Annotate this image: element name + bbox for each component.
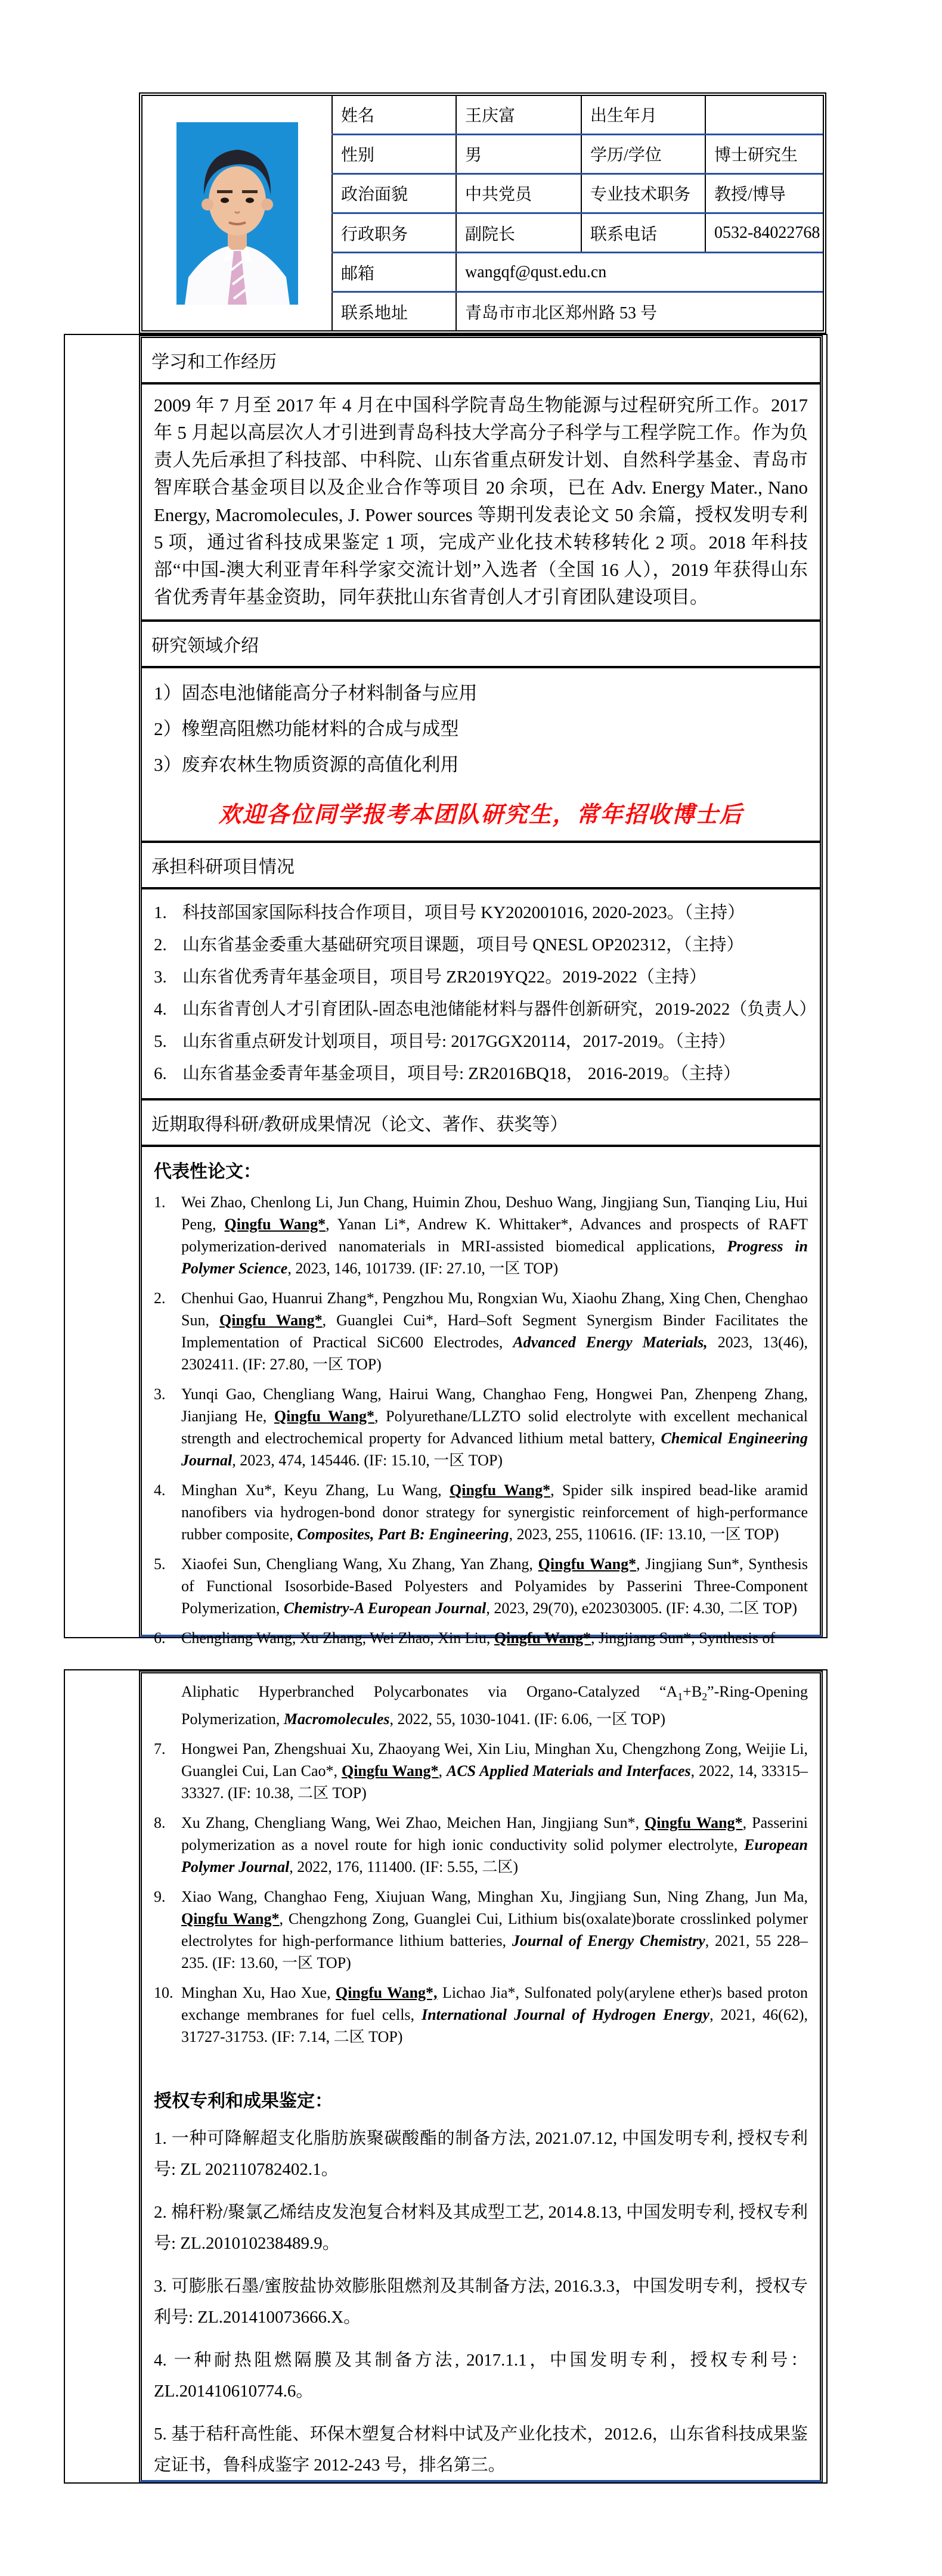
patent-item: 4. 一种耐热阻燃隔膜及其制备方法, 2017.1.1，中国发明专利，授权专利号：ZL.201410610774.6。 bbox=[154, 2351, 808, 2401]
text-segment: Yunqi Gao, Chengliang Wang, Hairui Wang, Changhao Feng, Hongwei Pan, Zhenpeng Zhang, Jianjiang He, bbox=[181, 1385, 808, 1425]
text-segment: 1 bbox=[677, 1691, 683, 1703]
research-area-item: 2）橡塑高阻燃功能材料的合成与成型 bbox=[154, 718, 459, 739]
text-segment: Progress in Polymer Science bbox=[181, 1238, 808, 1277]
patent-item: 3. 可膨胀石墨/蜜胺盐协效膨胀阻燃剂及其制备方法, 2016.3.3，中国发明专利，授权专利号: ZL.201410073666.X。 bbox=[154, 2277, 808, 2327]
item-number: 7. bbox=[154, 1740, 166, 1758]
item-number: 3. bbox=[154, 1385, 166, 1403]
item-number: 1. bbox=[154, 1194, 166, 1211]
text-segment: , 2021, 46(62), 31727-31753. (IF: 7.14, 二区 TOP) bbox=[181, 2006, 808, 2046]
gender-label: 性别 bbox=[332, 134, 456, 173]
text-segment: Minghan Xu, Hao Xue, bbox=[181, 1984, 336, 2002]
item-number: 4. bbox=[154, 1000, 167, 1019]
achievements-page2 bbox=[142, 1673, 820, 2501]
patent-list bbox=[154, 2123, 808, 2481]
profile-row-name bbox=[142, 96, 823, 134]
section-label-projects: 承担科研项目情况 bbox=[142, 841, 820, 889]
item-number: 5. bbox=[154, 1555, 166, 1573]
address-value: 青岛市市北区郑州路 53 号 bbox=[456, 292, 823, 330]
text-segment: Minghan Xu*, Keyu Zhang, Lu Wang, bbox=[181, 1481, 450, 1499]
text-segment: , 2023, 255, 110616. (IF: 13.10, 一区 TOP) bbox=[509, 1526, 779, 1543]
title-value: 教授/博导 bbox=[705, 173, 823, 213]
page-1-content-box bbox=[139, 335, 823, 1647]
text-segment: Qingfu Wang* bbox=[644, 1814, 743, 1832]
item-text: 山东省基金委青年基金项目，项目号: ZR2016BQ18， 2016-2019。（主持） bbox=[182, 1064, 741, 1083]
project-list bbox=[154, 897, 817, 1090]
name-label: 姓名 bbox=[332, 96, 456, 134]
text-segment: , 2022, 14, 33315–33327. (IF: 10.38, 二区 TOP) bbox=[181, 1762, 808, 1802]
text-segment: Lichao Jia*, Sulfonated poly(arylene ether)s based proton exchange membranes for fuel cells, bbox=[181, 1984, 808, 2024]
text-segment: , Chengzhong Zong, Guanglei Cui, Lithium bis(oxalate)borate crosslinked polymer electrolytes for high-performance lithium batteries, bbox=[181, 1910, 808, 1950]
text-segment: Advanced Energy Materials, bbox=[513, 1334, 708, 1351]
item-text: 科技部国家国际科技合作项目，项目号 KY202001016, 2020-2023。（主持） bbox=[182, 903, 745, 922]
paper-item bbox=[154, 1886, 808, 1974]
text-segment: Qingfu Wang* bbox=[274, 1408, 375, 1425]
text-segment: Macromolecules bbox=[283, 1710, 390, 1728]
item-text: 山东省重点研发计划项目，项目号: 2017GGX20114，2017-2019。（主持） bbox=[182, 1032, 736, 1051]
phone-value: 0532-84022768 bbox=[705, 213, 823, 252]
projects bbox=[142, 889, 820, 1098]
item-number: 4. bbox=[154, 1481, 166, 1499]
welcome-banner: 欢迎各位同学报考本团队研究生，常年招收博士后 bbox=[218, 802, 743, 827]
item-text bbox=[181, 1553, 808, 1619]
item-text bbox=[181, 1479, 808, 1545]
paper-list-page2 bbox=[154, 1738, 808, 2048]
page-2-content-box bbox=[139, 1670, 823, 2482]
admin-value: 副院长 bbox=[456, 213, 581, 252]
address-label: 联系地址 bbox=[332, 292, 456, 330]
text-segment: , 2023, 146, 101739. (IF: 27.10, 一区 TOP) bbox=[287, 1260, 559, 1277]
text-segment: Xiaofei Sun, Chengliang Wang, Xu Zhang, Yan Zhang, bbox=[181, 1555, 538, 1573]
birth-value bbox=[705, 96, 823, 134]
text-segment: , Jingjiang Sun*, Synthesis of bbox=[590, 1629, 776, 1647]
text-segment: 2023, 13(46), 2302411. (IF: 27.80, 一区 TOP) bbox=[181, 1334, 808, 1373]
item-text: 山东省优秀青年基金项目，项目号 ZR2019YQ22。2019-2022（主持） bbox=[182, 968, 706, 987]
text-segment: 2 bbox=[702, 1691, 708, 1703]
text-segment: , 2022, 176, 111400. (IF: 5.55, 二区) bbox=[289, 1858, 519, 1876]
text-segment: Hongwei Pan, Zhengshuai Xu, Zhaoyang Wei, Xin Liu, Minghan Xu, Chengzhong Zong, Weijie Li, Guanglei Cui, Lan Cao*, bbox=[181, 1740, 808, 1780]
title-label: 专业技术职务 bbox=[581, 173, 705, 213]
profile-table bbox=[139, 92, 826, 334]
text-segment: , 2023, 474, 145446. (IF: 15.10, 一区 TOP) bbox=[232, 1452, 503, 1469]
patent-item: 1. 一种可降解超支化脂肪族聚碳酸酯的制备方法, 2021.07.12, 中国发明专利, 授权专利号: ZL 202110782402.1。 bbox=[154, 2129, 808, 2180]
paper-item bbox=[154, 1982, 808, 2048]
item-text bbox=[181, 1191, 808, 1279]
text-segment: , bbox=[438, 1762, 447, 1780]
section-label-achievements: 近期取得科研/教研成果情况（论文、著作、获奖等） bbox=[142, 1098, 820, 1147]
text-segment: ”-Ring-Opening Polymerization, bbox=[181, 1683, 808, 1728]
item-number: 6. bbox=[154, 1064, 167, 1083]
item-number: 10. bbox=[154, 1984, 173, 2002]
text-segment: , Yanan Li*, Andrew K. Whittaker*, Advances and prospects of RAFT polymerization-derived nanomaterials in MRI-assisted biomedical applications, bbox=[181, 1216, 808, 1255]
page-2 bbox=[64, 1669, 828, 2484]
text-segment: Qingfu Wang* bbox=[341, 1762, 439, 1780]
text-segment: Chengliang Wang, Xu Zhang, Wei Zhao, Xin Liu, bbox=[181, 1629, 494, 1647]
research-areas bbox=[142, 668, 820, 841]
text-segment: Aliphatic Hyperbranched Polycarbonates via Organo-Catalyzed “A bbox=[181, 1683, 678, 1700]
politics-label: 政治面貌 bbox=[332, 173, 456, 213]
text-segment: International Journal of Hydrogen Energy bbox=[422, 2006, 710, 2024]
text-segment: Wei Zhao, Chenlong Li, Jun Chang, Huimin Zhou, Deshuo Wang, Jingjiang Sun, Tianqing Liu, Hui Peng, bbox=[181, 1194, 808, 1233]
text-segment: Qingfu Wang* bbox=[450, 1481, 551, 1499]
item-text bbox=[181, 1886, 808, 1974]
project-item bbox=[154, 993, 817, 1025]
text-segment: , Spider silk inspired bead-like aramid nanofibers via hydrogen-bond donor strategy for synergistic reinforcement of high-performance rubber composite, bbox=[181, 1481, 808, 1543]
achievements-page1 bbox=[142, 1147, 820, 1665]
text-segment: , Guanglei Cui*, Hard–Soft Segment Synergism Binder Facilitates the Implementation of Practical SiC600 Electrodes, bbox=[181, 1312, 808, 1351]
text-segment: Qingfu Wang* bbox=[181, 1910, 280, 1928]
text-segment: ACS Applied Materials and Interfaces bbox=[446, 1762, 691, 1780]
item-number: 5. bbox=[154, 1032, 167, 1051]
research-area-item: 1）固态电池储能高分子材料制备与应用 bbox=[154, 683, 478, 703]
item-number: 8. bbox=[154, 1814, 166, 1832]
portrait-photo-graphic bbox=[176, 122, 298, 305]
text-segment: Qingfu Wang* bbox=[219, 1312, 323, 1329]
degree-label: 学历/学位 bbox=[581, 134, 705, 173]
paper-item bbox=[154, 1287, 808, 1375]
paper-list-page1 bbox=[154, 1191, 808, 1649]
text-segment: , 2023, 29(70), e202303005. (IF: 4.30, 二区 TOP) bbox=[486, 1599, 798, 1617]
section-label-research: 研究领域介绍 bbox=[142, 619, 820, 668]
item-number: 6. bbox=[154, 1629, 166, 1647]
patent-item: 2. 棉秆粉/聚氯乙烯结皮发泡复合材料及其成型工艺, 2014.8.13, 中国发明专利, 授权专利号: ZL.201010238489.9。 bbox=[154, 2203, 808, 2253]
text-segment: Xiao Wang, Changhao Feng, Xiujuan Wang, Minghan Xu, Jingjiang Sun, Ning Zhang, Jun Ma, bbox=[181, 1888, 808, 1906]
text-segment: Xu Zhang, Chengliang Wang, Wei Zhao, Meichen Han, Jingjiang Sun*, bbox=[181, 1814, 645, 1832]
research-area-item: 3）废弃农林生物质资源的高值化利用 bbox=[154, 754, 459, 775]
text-segment: Qingfu Wang*, bbox=[336, 1984, 438, 2002]
project-item bbox=[154, 1058, 808, 1090]
item-text bbox=[181, 1812, 808, 1878]
page-1 bbox=[64, 334, 828, 1647]
text-segment: Journal of Energy Chemistry bbox=[512, 1932, 705, 1950]
text-segment: , 2022, 55, 1030-1041. (IF: 6.06, 一区 TOP) bbox=[389, 1710, 665, 1728]
text-segment: , Jingjiang Sun*, Synthesis of Functional Isosorbide-Based Polyesters and Polyamides by Passerini Three-Component Polymerization, bbox=[181, 1555, 808, 1617]
text-segment: Qingfu Wang* bbox=[538, 1555, 637, 1573]
email-value: wangqf@qust.edu.cn bbox=[456, 253, 823, 292]
admin-label: 行政职务 bbox=[332, 213, 456, 252]
text-segment: Qingfu Wang* bbox=[494, 1629, 591, 1647]
project-item bbox=[154, 897, 808, 929]
phone-label: 联系电话 bbox=[581, 213, 705, 252]
name-value: 王庆富 bbox=[456, 96, 581, 134]
text-segment: , Passerini polymerization as a novel route for high ionic conductivity solid polymer electrolyte, bbox=[181, 1814, 808, 1854]
paper-item bbox=[154, 1738, 808, 1804]
degree-value: 博士研究生 bbox=[705, 134, 823, 173]
item-text bbox=[181, 1383, 808, 1471]
item-number: 2. bbox=[154, 1289, 166, 1307]
papers-heading: 代表性论文： bbox=[154, 1162, 261, 1182]
item-text bbox=[181, 1982, 808, 2048]
text-segment: Qingfu Wang* bbox=[224, 1216, 326, 1233]
paper-item bbox=[154, 1812, 808, 1878]
item-text bbox=[181, 1287, 808, 1375]
email-label: 邮箱 bbox=[332, 253, 456, 292]
paper-item bbox=[154, 1191, 808, 1279]
text-segment: , 2021, 55 228–235. (IF: 13.60, 一区 TOP) bbox=[181, 1932, 808, 1972]
text-segment: Chemical Engineering Journal bbox=[181, 1430, 808, 1469]
text-segment: Composites, Part B: Engineering bbox=[297, 1526, 509, 1543]
paper-item bbox=[154, 1553, 808, 1619]
item-text: 山东省基金委重大基础研究项目课题，项目号 QNESL OP202312，（主持） bbox=[182, 935, 744, 954]
portrait-photo bbox=[142, 96, 332, 330]
birth-label: 出生年月 bbox=[581, 96, 705, 134]
paper-6-continuation bbox=[181, 1681, 808, 1730]
item-text: 山东省青创人才引育团队-固态电池储能材料与器件创新研究，2019-2022（负责人） bbox=[182, 1000, 817, 1019]
text-segment: Chenhui Gao, Huanrui Zhang*, Pengzhou Mu, Rongxian Wu, Xiaohu Zhang, Xing Chen, Chenghao Sun, bbox=[181, 1289, 808, 1329]
paper-item bbox=[154, 1383, 808, 1471]
patents-heading: 授权专利和成果鉴定： bbox=[154, 2091, 333, 2112]
gender-value: 男 bbox=[456, 134, 581, 173]
item-text bbox=[181, 1627, 808, 1649]
politics-value: 中共党员 bbox=[456, 173, 581, 213]
text-segment: European Polymer Journal bbox=[181, 1836, 808, 1876]
patent-item: 5. 基于秸秆高性能、环保木塑复合材料中试及产业化技术，2012.6，山东省科技成果鉴定证书，鲁科成鉴字 2012-243 号，排名第三。 bbox=[154, 2425, 808, 2475]
item-number: 1. bbox=[154, 903, 167, 922]
text-segment: +B bbox=[683, 1683, 702, 1700]
text-segment: , Polyurethane/LLZTO solid electrolyte with excellent mechanical strength and electrochemical property for Advanced lithium metal battery, bbox=[181, 1408, 808, 1447]
project-item bbox=[154, 1025, 808, 1058]
research-area-list bbox=[154, 675, 808, 783]
item-number: 2. bbox=[154, 935, 167, 954]
item-number: 9. bbox=[154, 1888, 166, 1906]
item-text bbox=[181, 1738, 808, 1804]
section-label-experience: 学习和工作经历 bbox=[142, 338, 820, 385]
text-segment: Chemistry-A European Journal bbox=[283, 1599, 487, 1617]
experience-paragraph: 2009 年 7 月至 2017 年 4 月在中国科学院青岛生物能源与过程研究所工作。2017 年 5 月起以高层次人才引进到青岛科技大学高分子科学与工程学院工作。作为负责人先后承担了科技部、中科院、山东省重点研发计划、自然科学基金、青岛市智库联合基金项目以及企业合作等项目 20 余项，已在 Adv. Energy Mater., Nano Energy, Macromolecules, J. Power sources 等期刊发表论文 50 余篇，授权发明专利 5 项，通过省科技成果鉴定 1 项，完成产业化技术转移转化 2 项。2018 年科技部“中国-澳大利亚青年科学家交流计划”入选者（全国 16 人），2019 年获得山东省优秀青年基金资助，同年获批山东省青创人才引育团队建设项目。 bbox=[154, 395, 808, 607]
paper-item bbox=[154, 1627, 808, 1649]
paper-item bbox=[154, 1479, 808, 1545]
project-item bbox=[154, 961, 808, 993]
project-item bbox=[154, 929, 808, 961]
item-number: 3. bbox=[154, 968, 167, 987]
